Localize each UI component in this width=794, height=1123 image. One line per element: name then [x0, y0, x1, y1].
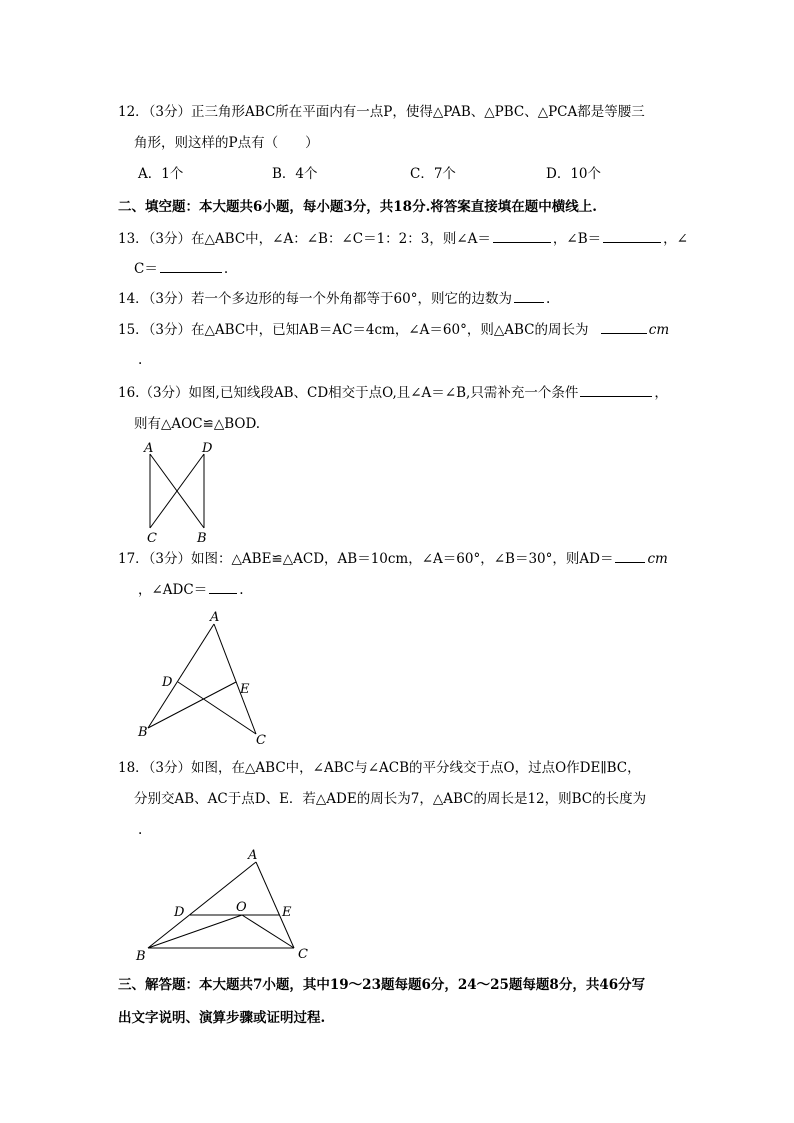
- section3-heading-line2: 出文字说明、演算步骤或证明过程.: [118, 1010, 326, 1026]
- label-e: E: [240, 682, 250, 697]
- q12-option-b: B．4个: [272, 166, 318, 182]
- q15-text: 15．（3分）在△ABC中，已知AB＝AC＝4cm，∠A＝60°，则△ABC的周长为: [118, 322, 589, 338]
- label-a: A: [144, 441, 154, 456]
- q15-unit: cm: [648, 322, 670, 338]
- q13-text-c: ，∠: [663, 231, 688, 247]
- q13-text-a: 13．（3分）在△ABC中，∠A：∠B：∠C＝1：2：3，则∠A＝: [118, 231, 491, 247]
- q16-text-a: 16.（3分）如图,已知线段AB、CD相交于点O,且∠A＝∠B,只需补充一个条件: [118, 385, 579, 401]
- q16-line1: [118, 383, 668, 403]
- section2-heading: 二、填空题：本大题共6小题，每小题3分，共18分.将答案直接填在题中横线上.: [118, 199, 597, 215]
- label-e: E: [282, 905, 292, 920]
- q17-figure: [134, 606, 274, 746]
- q18-figure: [134, 846, 314, 964]
- label-b: B: [136, 949, 146, 964]
- q15-line2: .: [138, 352, 143, 368]
- q13-line2: [134, 259, 228, 279]
- q12-option-a: A．1个: [138, 166, 184, 182]
- label-a: A: [248, 848, 258, 863]
- q13-text-d: C＝: [134, 261, 158, 277]
- q14-line: [118, 289, 550, 309]
- q16-text-b: ，: [654, 385, 668, 401]
- q12-option-c: C．7个: [410, 166, 456, 182]
- q18-line1: 18．（3分）如图，在△ABC中，∠ABC与∠ACB的平分线交于点O，过点O作DE∥BC，: [118, 760, 641, 776]
- q14-text: 14．（3分）若一个多边形的每一个外角都等于60°，则它的边数为: [118, 291, 512, 307]
- label-d: D: [162, 675, 173, 690]
- q17-line1: [118, 549, 668, 569]
- label-c: C: [298, 947, 308, 962]
- q17-unit: cm: [647, 551, 668, 567]
- q12-line2: 角形，则这样的P点有（ ）: [134, 135, 319, 151]
- q18-line3: .: [138, 822, 143, 838]
- q15-line1: [118, 320, 669, 340]
- segment-ab: [148, 624, 214, 728]
- label-c: C: [256, 733, 266, 748]
- q13-line1: [118, 229, 688, 249]
- segment-bo: [148, 915, 242, 948]
- label-c: C: [147, 531, 157, 546]
- q16-blank: [580, 384, 652, 397]
- label-o: O: [236, 900, 247, 915]
- q13-blank-b: [603, 230, 661, 243]
- q13-blank-c: [160, 260, 222, 273]
- q13-text-b: ，∠B＝: [552, 231, 602, 247]
- q18-line2: 分别交AB、AC于点D、E．若△ADE的周长为7，△ABC的周长是12，则BC的长度为: [134, 791, 647, 807]
- q17-text-c: .: [239, 582, 244, 598]
- q12-line1: 12．（3分）正三角形ABC所在平面内有一点P，使得△PAB、△PBC、△PCA都是等腰三: [118, 104, 645, 120]
- label-b: B: [138, 725, 148, 740]
- q16-line2: 则有△AOC≌△BOD.: [134, 416, 261, 432]
- q17-blank-b: [209, 581, 237, 594]
- label-d: D: [202, 441, 213, 456]
- q17-text-b: ，∠ADC＝: [138, 582, 208, 598]
- section3-heading-line1: 三、解答题：本大题共7小题，其中19～23题每题6分，24～25题每题8分，共46分写: [118, 977, 646, 993]
- q13-text-e: .: [223, 261, 229, 277]
- q17-blank-a: [615, 550, 645, 563]
- q14-period: .: [545, 291, 551, 307]
- q17-text-a: 17．（3分）如图：△ABE≌△ACD，AB＝10cm，∠A＝60°，∠B＝30°，则AD＝: [118, 551, 614, 567]
- q14-blank: [514, 290, 544, 303]
- q15-blank: [601, 321, 647, 334]
- q13-blank-a: [493, 230, 551, 243]
- segment-ac: [214, 624, 256, 734]
- q17-line2: [138, 580, 244, 600]
- q16-figure: [138, 436, 218, 546]
- label-b: B: [197, 531, 207, 546]
- label-a: A: [210, 610, 220, 625]
- q12-option-d: D．10个: [546, 166, 602, 182]
- label-d: D: [174, 905, 185, 920]
